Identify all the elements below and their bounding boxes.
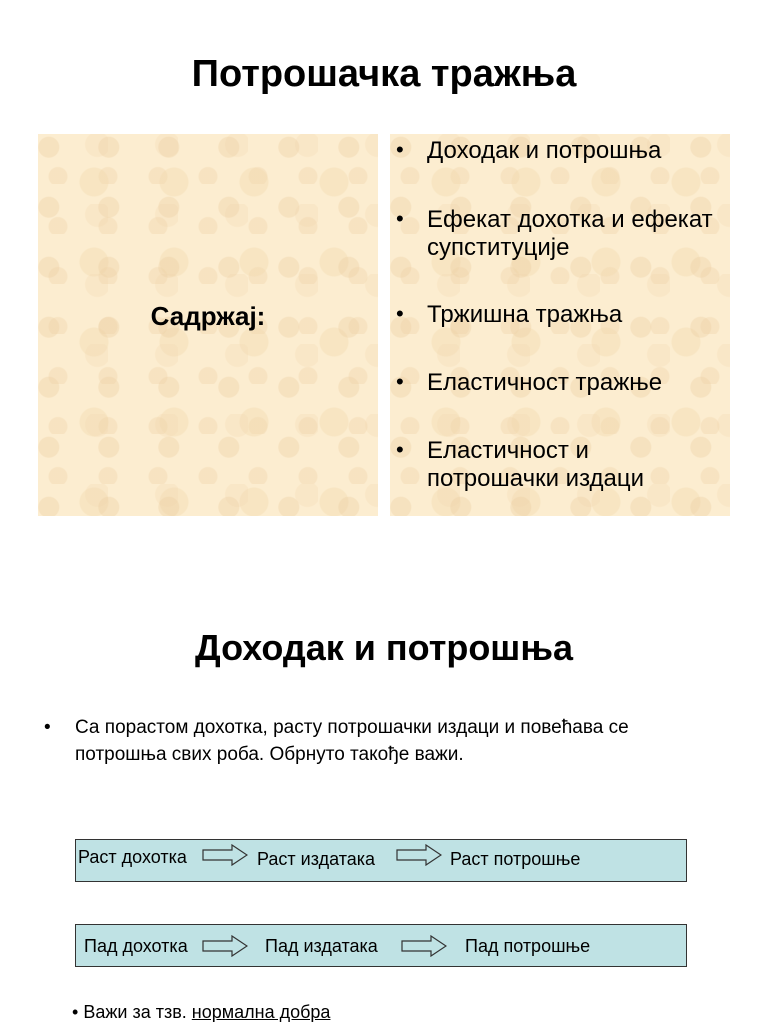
topic-item: [390, 137, 726, 165]
bullet-icon: •: [396, 137, 404, 162]
topic-item: [390, 206, 726, 262]
topic-item: [390, 301, 726, 329]
contents-label: Садржај:: [150, 300, 266, 331]
income-increase-flow: [75, 839, 687, 882]
bullet-icon: •: [396, 437, 404, 462]
flow-step-spending: Пад издатака: [265, 936, 378, 956]
bullet-icon: •: [396, 301, 404, 326]
section-title: Доходак и потрошња: [195, 627, 573, 668]
topic-text: Доходак и потрошња: [427, 137, 662, 164]
flow-step-income: Пад дохотка: [84, 936, 188, 956]
right-arrow-icon: [396, 844, 442, 866]
right-arrow-icon: [401, 935, 447, 957]
bullet-icon: •: [396, 369, 404, 394]
bullet-icon: •: [72, 1002, 79, 1022]
bullet-icon: •: [396, 206, 404, 231]
footnote-term: нормална добра: [191, 1002, 331, 1022]
flow-step-consumption: Пад потрошње: [465, 936, 591, 956]
statement-text: Са порастом дохотка, расту потрошачки издаци и повећава се потрошња свих роба. Обрнуто такође важи.: [75, 717, 629, 765]
flow-step-spending: Раст издатака: [257, 849, 376, 869]
topic-text: Тржишна тражња: [427, 301, 623, 328]
contents-label-panel: [38, 134, 378, 516]
bullet-icon: •: [44, 717, 51, 738]
topics-panel: [390, 134, 730, 516]
right-arrow-icon: [202, 844, 248, 866]
flow-step-income: Раст дохотка: [78, 847, 187, 867]
footnote-prefix: Важи за тзв.: [83, 1002, 187, 1022]
topic-text: Ефекат дохотка и ефекат супституције: [427, 206, 713, 261]
slide-title: Потрошачка тражња: [191, 53, 577, 95]
flow-step-consumption: Раст потрошње: [450, 849, 581, 869]
topic-text: Еластичност тражње: [427, 369, 663, 396]
statement: [44, 714, 724, 768]
topic-item: [390, 437, 726, 493]
topic-item: [390, 369, 726, 397]
footnote: [72, 1000, 330, 1024]
topic-text: Еластичност и потрошачки издаци: [427, 437, 645, 492]
right-arrow-icon: [202, 935, 248, 957]
income-decrease-flow: [75, 924, 687, 967]
